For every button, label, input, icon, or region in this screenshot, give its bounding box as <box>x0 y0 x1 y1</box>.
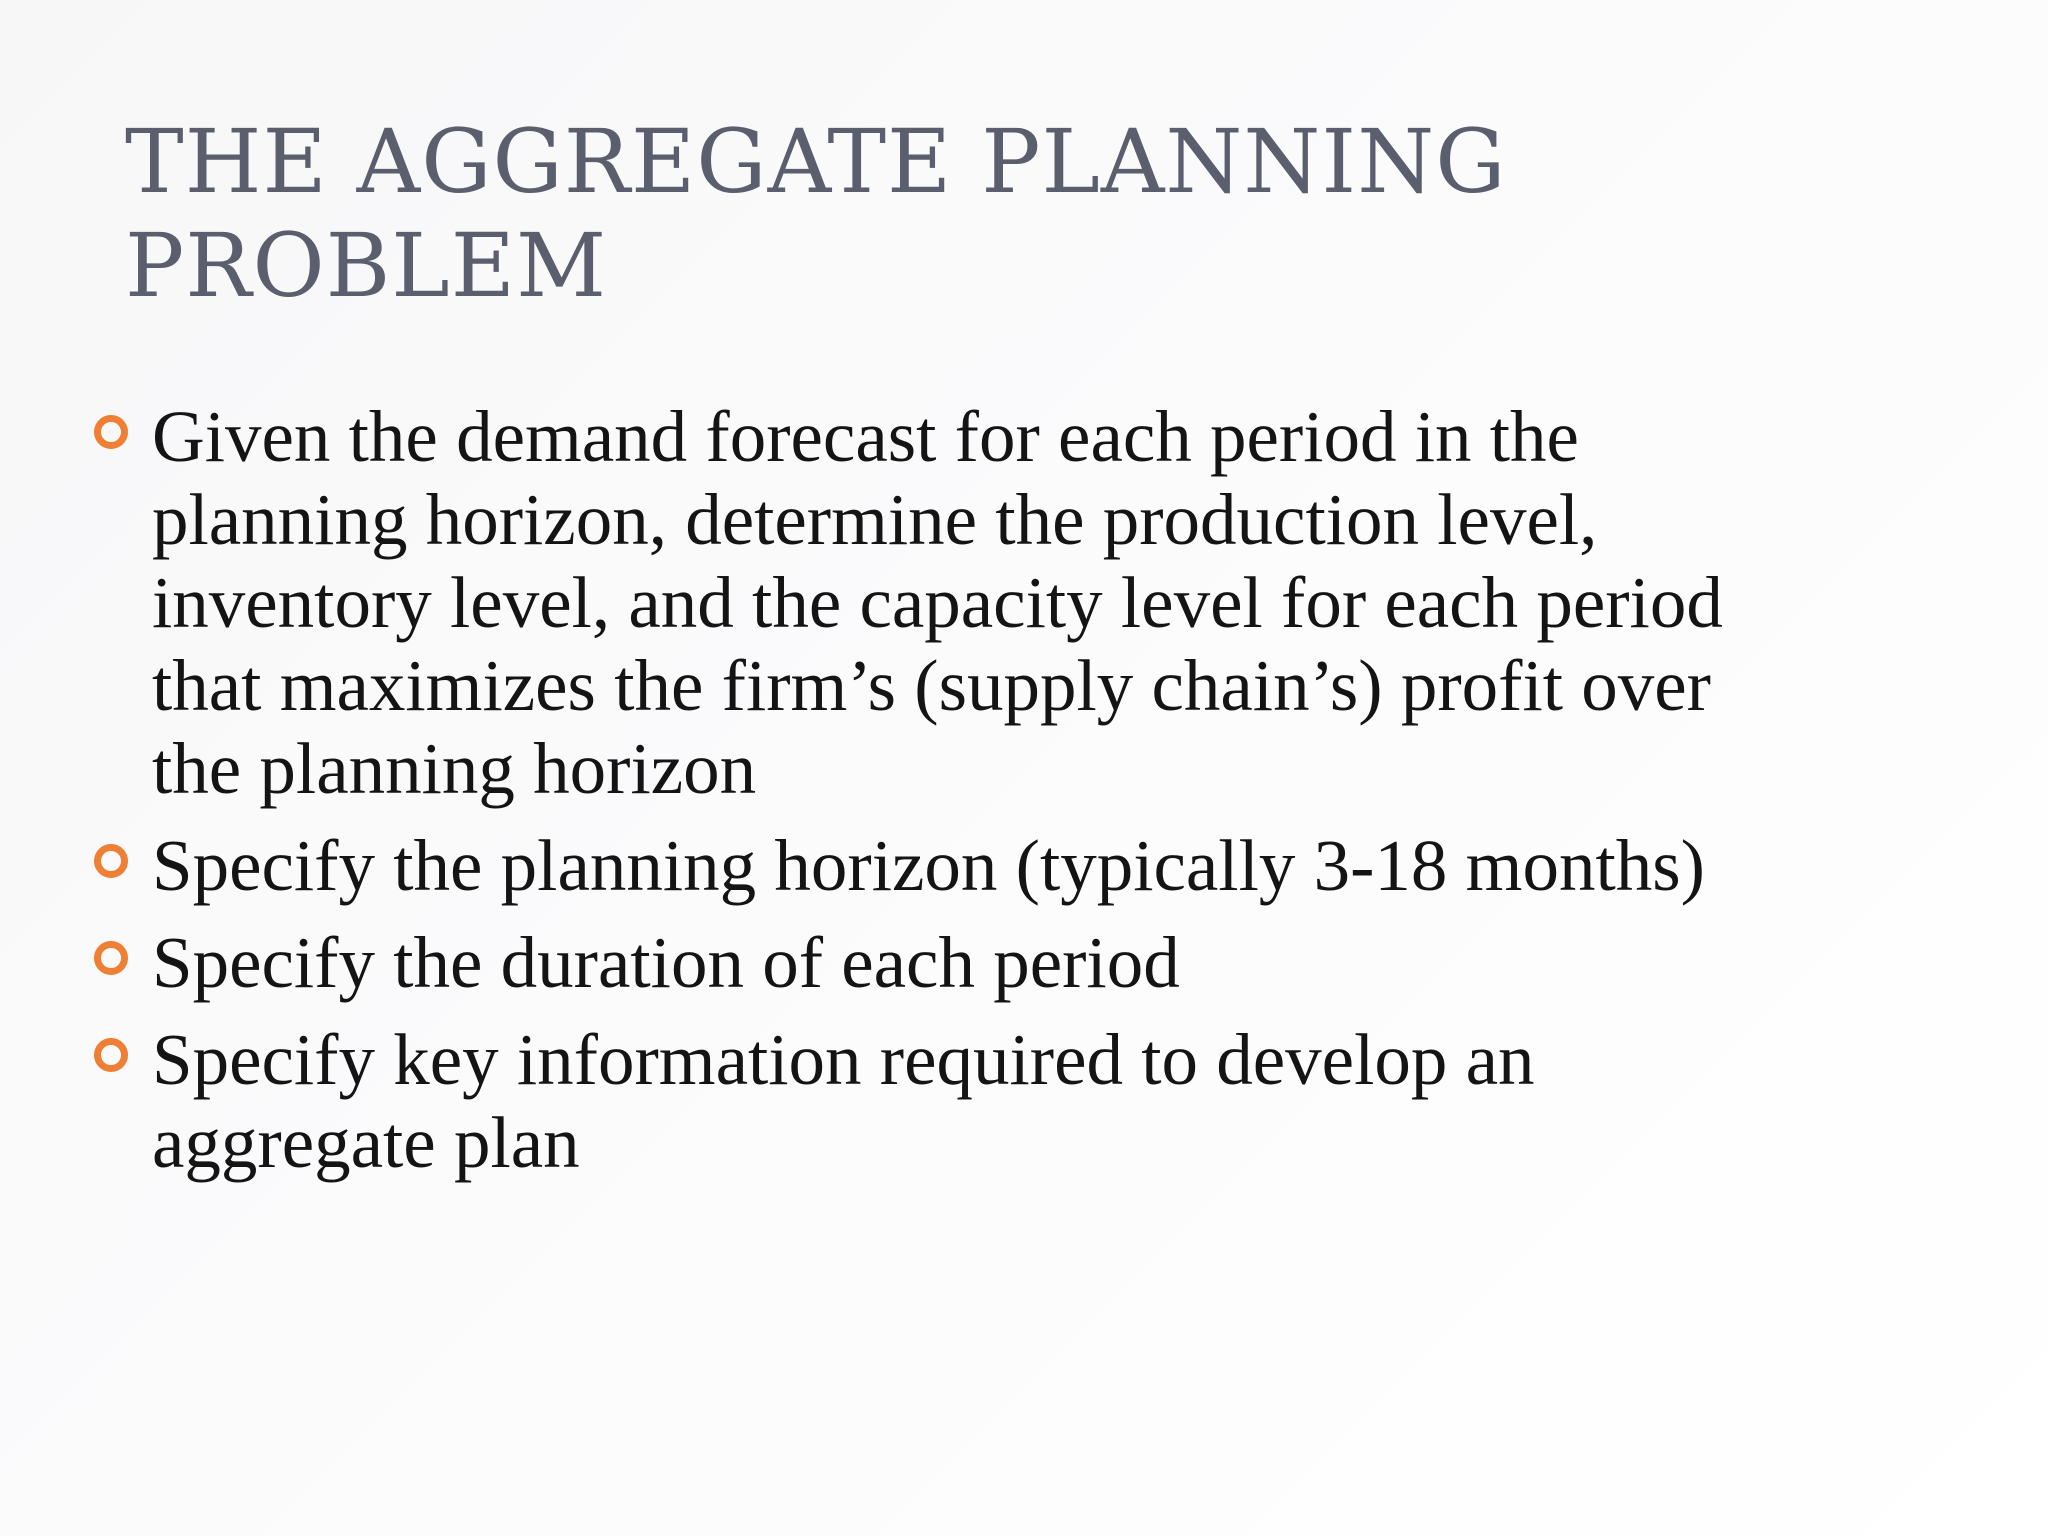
bullet-item <box>90 395 1910 810</box>
hollow-circle-bullet-icon <box>94 941 128 975</box>
bullet-line: Specify the planning horizon (typically 3-18 months) <box>152 825 1705 906</box>
hollow-circle-bullet-icon <box>94 844 128 878</box>
slide-title-line: PROBLEM <box>125 214 608 317</box>
bullet-line: aggregate plan <box>152 1102 580 1183</box>
bullet-line: planning horizon, determine the production level, <box>152 479 1598 560</box>
bullet-item <box>90 921 1910 1004</box>
bullet-line: Specify the duration of each period <box>152 922 1180 1003</box>
bullet-item <box>90 1018 1910 1184</box>
slide-title <box>125 110 1875 318</box>
bullet-line: that maximizes the firm’s (supply chain’s) profit over <box>152 645 1711 726</box>
bullet-line: Given the demand forecast for each period in the <box>152 396 1579 477</box>
slide-title-line: THE AGGREGATE PLANNING <box>125 110 1507 213</box>
bullet-line: inventory level, and the capacity level for each period <box>152 562 1723 643</box>
bullet-list <box>90 395 1910 1198</box>
bullet-line: the planning horizon <box>152 728 757 809</box>
hollow-circle-bullet-icon <box>94 415 128 449</box>
bullet-line: Specify key information required to develop an <box>152 1019 1535 1100</box>
hollow-circle-bullet-icon <box>94 1038 128 1072</box>
bullet-item <box>90 824 1910 907</box>
